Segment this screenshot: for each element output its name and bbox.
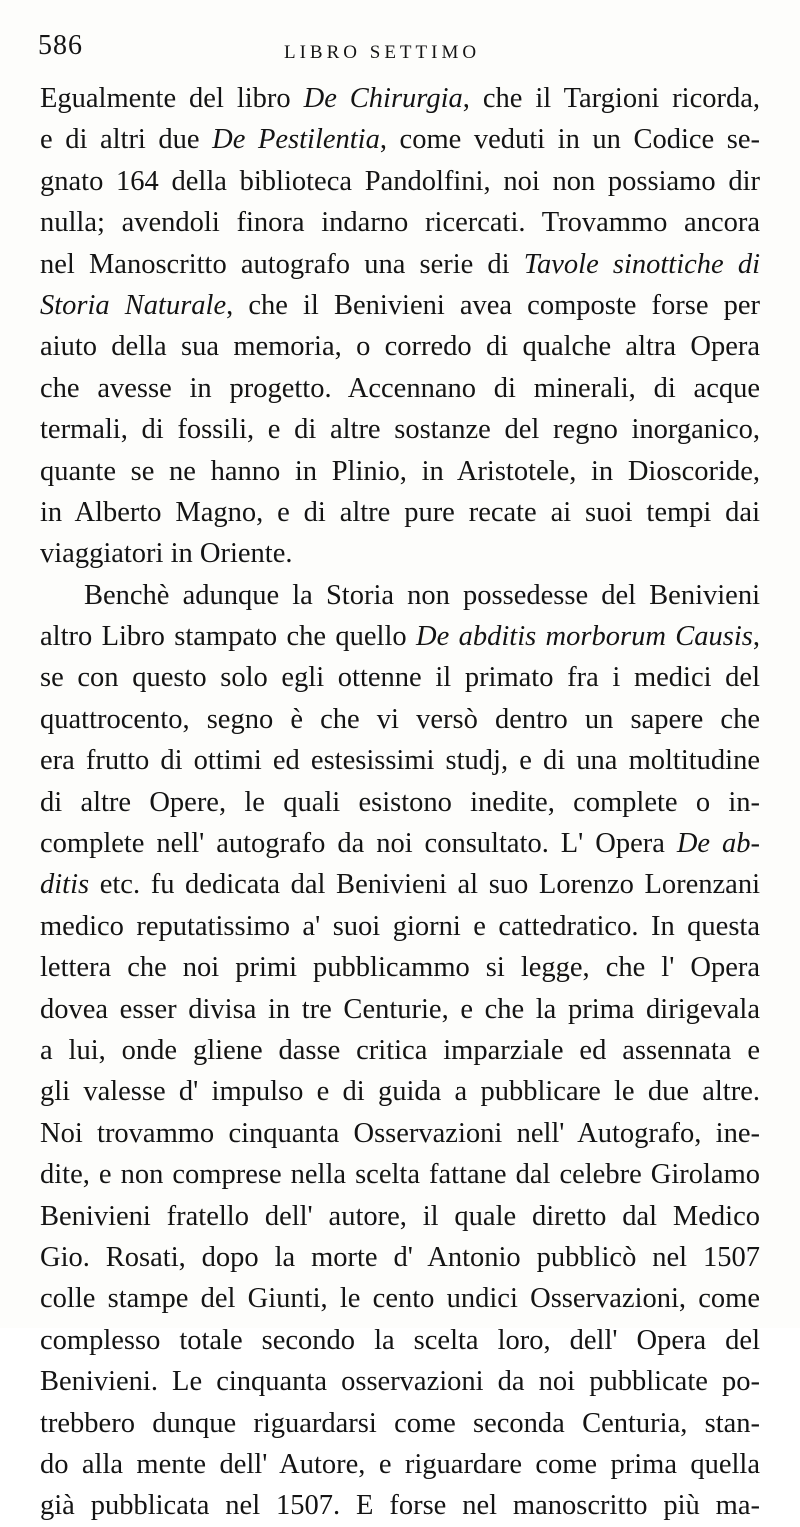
body-text <box>40 78 760 1527</box>
text-run: aiuto della sua memoria, o corredo di qualche altra Opera <box>40 331 760 363</box>
text-run: quattrocento, segno è che vi versò dentro un sapere che <box>40 703 760 735</box>
text-run: nulla; avendoli finora indarno ricercati. Trovammo ancora <box>40 207 760 239</box>
text-line <box>40 657 760 698</box>
italic-text: De Chirurgia <box>303 83 463 114</box>
text-run: quante se ne hanno in Plinio, in Aristotele, in Dioscoride, <box>40 455 760 487</box>
text-run: già pubblicata nel 1507. E forse nel manoscritto più ma- <box>40 1490 760 1522</box>
text-line <box>40 947 760 988</box>
text-run: dovea esser divisa in tre Centurie, e che la prima dirigevala <box>40 993 760 1025</box>
text-run: do alla mente dell' Autore, e riguardare come prima quella <box>40 1448 760 1480</box>
text-line <box>40 161 760 202</box>
text-line <box>40 1113 760 1154</box>
text-run: Gio. Rosati, dopo la morte d' Antonio pubblicò nel 1507 <box>40 1241 760 1273</box>
text-line <box>40 78 760 119</box>
text-run: era frutto di ottimi ed estesissimi studj, e di una moltitudine <box>40 745 760 777</box>
text-run: complete nell' autografo da noi consultato. L' Opera <box>40 828 677 860</box>
italic-text: Tavole sinottiche di <box>523 248 760 280</box>
text-run: Noi trovammo cinquanta Osservazioni nell' Autografo, ine- <box>40 1117 760 1149</box>
text-line <box>40 409 760 450</box>
text-line <box>40 1320 760 1361</box>
text-line <box>40 1361 760 1402</box>
text-line <box>40 492 760 533</box>
text-line <box>40 1278 760 1319</box>
text-line <box>40 119 760 160</box>
page-number: 586 <box>38 30 83 61</box>
text-run: Egualmente del libro <box>40 83 304 114</box>
text-line <box>40 864 760 905</box>
text-line <box>40 368 760 409</box>
text-line <box>40 823 760 864</box>
text-run: se con questo solo egli ottenne il primato fra i medici del <box>40 662 760 694</box>
text-run: Benivieni fratello dell' autore, il quale diretto dal Medico <box>40 1200 760 1232</box>
text-line <box>40 1154 760 1195</box>
text-line <box>40 1444 760 1485</box>
text-line <box>40 575 760 616</box>
text-run: gnato 164 della biblioteca Pandolfini, noi non possiamo dir <box>40 165 760 197</box>
text-run: complesso totale secondo la scelta loro, dell' Opera del <box>40 1324 760 1356</box>
text-line <box>40 202 760 243</box>
text-run: Benivieni. Le cinquanta osservazioni da noi pubblicate po- <box>40 1366 760 1398</box>
text-line <box>40 1237 760 1278</box>
text-run: , <box>752 621 760 653</box>
text-run: termali, di fossili, e di altre sostanze del regno inorganico, <box>40 414 760 446</box>
text-line <box>40 451 760 492</box>
text-line <box>40 616 760 657</box>
text-run: nel Manoscritto autografo una serie di <box>40 248 524 280</box>
text-run: che avesse in progetto. Accennano di minerali, di acque <box>40 372 760 404</box>
text-run: viaggiatori in Oriente. <box>40 538 293 570</box>
text-run: , come veduti in un Codice se- <box>379 124 760 156</box>
text-run: trebbero dunque riguardarsi come seconda Centuria, stan- <box>40 1407 760 1439</box>
text-line <box>40 740 760 781</box>
running-head <box>38 30 768 70</box>
text-line <box>40 989 760 1030</box>
italic-text: De ab- <box>676 828 760 860</box>
italic-text: Storia Naturale <box>40 289 227 321</box>
text-run: etc. fu dedicata dal Benivieni al suo Lorenzo Lorenzani <box>89 869 760 901</box>
running-title: LIBRO SETTIMO <box>284 42 481 63</box>
text-run: , che il Targioni ricorda, <box>462 83 761 114</box>
text-run: medico reputatissimo a' suoi giorni e cattedratico. In questa <box>40 910 760 942</box>
text-run: a lui, onde gliene dasse critica imparziale ed assennata e <box>40 1034 760 1066</box>
text-line <box>40 1196 760 1237</box>
text-line <box>40 244 760 285</box>
text-run: , che il Benivieni avea composte forse per <box>226 289 760 321</box>
text-line <box>40 782 760 823</box>
text-run: gli valesse d' impulso e di guida a pubblicare le due altre. <box>40 1076 760 1108</box>
text-run: dite, e non comprese nella scelta fattane dal celebre Girolamo <box>40 1159 760 1191</box>
text-line <box>40 699 760 740</box>
text-run: lettera che noi primi pubblicammo si legge, che l' Opera <box>40 952 760 984</box>
text-run: colle stampe del Giunti, le cento undici Osservazioni, come <box>40 1283 760 1315</box>
text-line <box>40 326 760 367</box>
text-line <box>40 1403 760 1444</box>
text-line <box>40 906 760 947</box>
text-line <box>40 285 760 326</box>
text-line <box>40 1030 760 1071</box>
text-run: in Alberto Magno, e di altre pure recate ai suoi tempi dai <box>40 496 760 528</box>
text-run: e di altri due <box>40 124 213 156</box>
text-run: di altre Opere, le quali esistono inedite, complete o in- <box>40 786 760 818</box>
italic-text: De abditis morborum Causis <box>416 621 753 653</box>
italic-text: De Pestilentia <box>212 124 380 156</box>
text-line <box>40 533 760 574</box>
italic-text: ditis <box>40 869 90 901</box>
text-line <box>40 1485 760 1526</box>
text-run: Benchè adunque la Storia non possedesse del Benivieni <box>84 579 760 611</box>
text-run: altro Libro stampato che quello <box>40 621 417 653</box>
text-line <box>40 1071 760 1112</box>
